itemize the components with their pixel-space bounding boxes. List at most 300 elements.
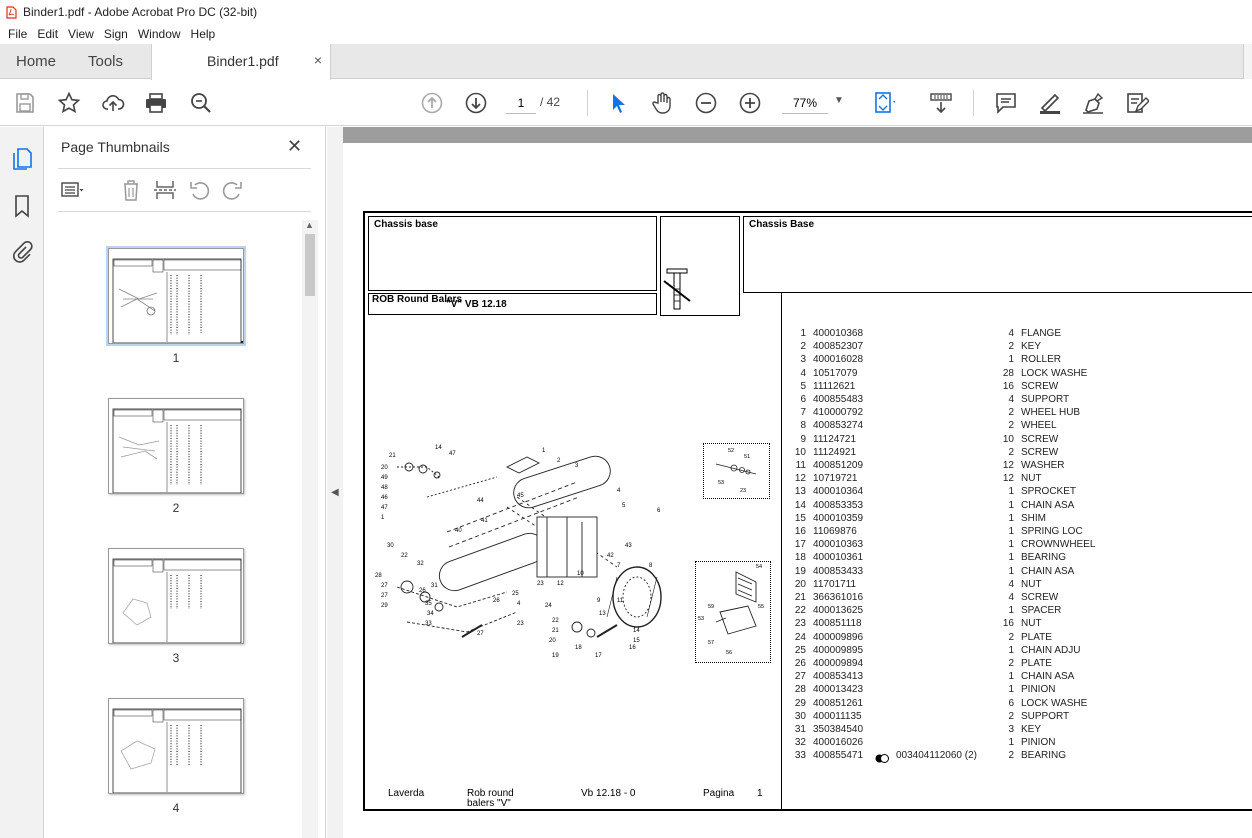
part-quantity: 2 bbox=[1008, 420, 1014, 432]
svg-text:52: 52 bbox=[728, 448, 735, 454]
detail-bolt-diagram bbox=[704, 444, 770, 499]
zoom-in-icon[interactable] bbox=[738, 91, 762, 115]
svg-text:18: 18 bbox=[575, 645, 582, 651]
svg-text:55: 55 bbox=[758, 604, 765, 610]
part-description: CHAIN ADJU bbox=[1021, 644, 1081, 656]
svg-text:22: 22 bbox=[552, 618, 559, 624]
svg-text:23: 23 bbox=[517, 621, 524, 627]
parts-table-row bbox=[792, 618, 1212, 631]
svg-text:23: 23 bbox=[537, 581, 544, 587]
tab-bar-edge bbox=[1243, 44, 1252, 79]
part-code: 400852307 bbox=[813, 341, 864, 353]
tab-bar bbox=[0, 44, 1252, 79]
part-description: SCREW bbox=[1021, 592, 1059, 603]
cloud-upload-icon[interactable] bbox=[101, 91, 125, 115]
part-position: 26 bbox=[794, 658, 806, 669]
svg-text:21: 21 bbox=[389, 453, 396, 459]
part-quantity: 1 bbox=[1008, 499, 1014, 511]
tab-document[interactable] bbox=[151, 44, 331, 80]
parts-table-row bbox=[792, 539, 1212, 552]
svg-text:19: 19 bbox=[552, 653, 559, 659]
star-icon[interactable] bbox=[57, 91, 81, 115]
thumbnail-preview bbox=[109, 549, 244, 644]
rotate-right-icon[interactable] bbox=[221, 178, 245, 202]
part-code: 11124921 bbox=[813, 446, 857, 458]
svg-text:26: 26 bbox=[419, 588, 426, 594]
part-quantity: 1 bbox=[1008, 539, 1014, 551]
part-description: CHAIN ASA bbox=[1021, 671, 1075, 683]
parts-table-row bbox=[792, 381, 1212, 394]
part-code: 11112621 bbox=[813, 380, 856, 392]
acrobat-logo-icon bbox=[6, 6, 17, 19]
svg-text:13: 13 bbox=[599, 611, 606, 617]
part-quantity: 3 bbox=[1008, 724, 1014, 735]
bearing-marker-icon bbox=[875, 754, 889, 763]
svg-text:43: 43 bbox=[625, 543, 632, 549]
menu-edit[interactable]: Edit bbox=[37, 27, 59, 41]
page-count: / 42 bbox=[540, 95, 561, 109]
part-quantity: 12 bbox=[1002, 473, 1014, 485]
detail-bracket-diagram bbox=[696, 562, 771, 662]
svg-text:12: 12 bbox=[557, 581, 564, 587]
svg-text:47: 47 bbox=[381, 505, 388, 511]
part-code: 400853274 bbox=[813, 420, 864, 432]
parts-table-row bbox=[792, 354, 1212, 367]
svg-text:34: 34 bbox=[427, 611, 434, 617]
svg-text:14: 14 bbox=[633, 628, 640, 634]
part-position: 32 bbox=[794, 737, 806, 749]
svg-text:20: 20 bbox=[549, 638, 556, 644]
svg-text:26: 26 bbox=[493, 598, 500, 604]
page-thumbnail[interactable] bbox=[108, 698, 244, 794]
part-description: CHAIN ASA bbox=[1021, 565, 1075, 577]
parts-table-row bbox=[792, 711, 1212, 724]
part-quantity: 1 bbox=[1008, 526, 1014, 537]
part-code: 11069876 bbox=[813, 526, 857, 537]
part-code: 400013625 bbox=[813, 605, 864, 617]
part-quantity: 16 bbox=[1002, 380, 1014, 392]
part-code: 400010368 bbox=[813, 328, 864, 339]
footer-page-label: Pagina bbox=[703, 788, 735, 799]
menu-sign[interactable]: Sign bbox=[103, 27, 128, 41]
parts-table-row bbox=[792, 460, 1212, 473]
svg-text:2: 2 bbox=[557, 458, 561, 464]
parts-table-row bbox=[792, 698, 1212, 711]
part-position: 30 bbox=[794, 710, 806, 722]
previous-page-icon[interactable] bbox=[420, 91, 444, 115]
part-position: 9 bbox=[800, 433, 806, 445]
svg-text:3: 3 bbox=[575, 463, 579, 469]
parts-table-row bbox=[792, 500, 1212, 513]
panel-divider bbox=[58, 168, 311, 169]
svg-text:45: 45 bbox=[517, 493, 524, 499]
svg-text:56: 56 bbox=[726, 650, 733, 656]
part-description: WASHER bbox=[1021, 460, 1065, 471]
part-position: 8 bbox=[800, 420, 806, 432]
part-description: KEY bbox=[1021, 724, 1042, 735]
page-thumbnails-icon[interactable] bbox=[11, 147, 33, 171]
svg-text:5: 5 bbox=[622, 503, 626, 509]
parts-table-row bbox=[792, 671, 1212, 684]
svg-text:22: 22 bbox=[401, 553, 408, 559]
parts-table-row bbox=[792, 513, 1212, 526]
hand-tool-icon[interactable] bbox=[650, 91, 674, 115]
part-code: 400009894 bbox=[813, 658, 864, 669]
part-description: SCREW bbox=[1021, 433, 1059, 445]
part-code: 400009895 bbox=[813, 644, 864, 656]
part-code: 350384540 bbox=[813, 724, 864, 735]
svg-text:15: 15 bbox=[633, 638, 640, 644]
part-code: 400853413 bbox=[813, 671, 864, 683]
part-position: 16 bbox=[794, 526, 806, 537]
part-position: 1 bbox=[800, 328, 806, 339]
thumbnail-label: 1 bbox=[172, 351, 180, 365]
column-divider bbox=[781, 293, 782, 811]
svg-text:6: 6 bbox=[657, 508, 661, 514]
bookmark-icon[interactable] bbox=[11, 194, 33, 218]
part-description: NUT bbox=[1021, 473, 1042, 485]
parts-table-row bbox=[792, 579, 1212, 592]
lubrication-symbol-icon bbox=[661, 267, 701, 315]
part-code: 400851261 bbox=[813, 697, 864, 709]
tab-close-button[interactable]: × bbox=[313, 52, 322, 68]
part-quantity: 1 bbox=[1008, 512, 1014, 524]
svg-text:54: 54 bbox=[756, 564, 763, 570]
footer-product-line2: balers "V" bbox=[467, 798, 511, 809]
part-code: 400010364 bbox=[813, 486, 864, 498]
part-quantity: 12 bbox=[1002, 460, 1014, 471]
tab-home[interactable]: Home bbox=[16, 53, 57, 70]
part-position: 33 bbox=[794, 750, 806, 762]
part-quantity: 16 bbox=[1002, 618, 1014, 630]
svg-text:40: 40 bbox=[455, 528, 462, 534]
panel-title: Page Thumbnails bbox=[61, 139, 170, 155]
part-alt-code: 003404112060 (2) bbox=[896, 750, 977, 762]
scroll-up-icon[interactable]: ▲ bbox=[305, 220, 314, 230]
parts-table-row bbox=[792, 434, 1212, 447]
menu-file[interactable]: File bbox=[8, 27, 28, 41]
svg-text:59: 59 bbox=[708, 604, 715, 610]
part-description: BEARING bbox=[1021, 750, 1067, 762]
parts-table-row bbox=[792, 447, 1212, 460]
part-position: 11 bbox=[795, 460, 806, 471]
part-position: 21 bbox=[794, 592, 806, 603]
zoom-dropdown-icon[interactable]: ▼ bbox=[834, 95, 844, 106]
part-quantity: 1 bbox=[1008, 605, 1014, 617]
parts-table-row bbox=[792, 394, 1212, 407]
svg-text:7: 7 bbox=[617, 563, 621, 569]
svg-text:51: 51 bbox=[744, 454, 751, 460]
next-page-icon[interactable] bbox=[464, 91, 488, 115]
parts-table-row bbox=[792, 592, 1212, 605]
part-position: 7 bbox=[800, 407, 806, 419]
part-position: 24 bbox=[794, 631, 806, 643]
part-position: 22 bbox=[794, 605, 806, 617]
part-quantity: 1 bbox=[1008, 684, 1014, 696]
svg-text:1: 1 bbox=[542, 448, 546, 454]
part-quantity: 10 bbox=[1002, 433, 1014, 445]
part-code: 400851118 bbox=[813, 618, 862, 630]
part-position: 5 bbox=[800, 380, 806, 392]
part-code: 10719721 bbox=[813, 473, 858, 485]
save-icon[interactable] bbox=[13, 91, 37, 115]
svg-text:27: 27 bbox=[477, 631, 484, 637]
part-description: ROLLER bbox=[1021, 354, 1062, 366]
page-thumbnail[interactable] bbox=[108, 398, 244, 494]
part-code: 400855471 bbox=[813, 750, 864, 762]
part-description: SPRING LOC bbox=[1021, 526, 1083, 537]
svg-text:31: 31 bbox=[431, 583, 438, 589]
menu-bar bbox=[0, 24, 1252, 44]
thumbnail-preview bbox=[109, 399, 244, 494]
attachment-icon[interactable] bbox=[11, 240, 33, 264]
parts-table-row bbox=[792, 328, 1212, 341]
parts-table-row bbox=[792, 407, 1212, 420]
part-quantity: 2 bbox=[1008, 658, 1014, 669]
thumbnails-scrollbar[interactable] bbox=[302, 220, 318, 838]
svg-text:28: 28 bbox=[375, 573, 382, 579]
svg-text:24: 24 bbox=[545, 603, 552, 609]
scroll-mode-icon[interactable] bbox=[929, 91, 953, 115]
part-code: 400855483 bbox=[813, 394, 864, 405]
part-code: 400853353 bbox=[813, 499, 864, 511]
parts-table-row bbox=[792, 552, 1212, 565]
toolbar-separator bbox=[973, 90, 974, 116]
part-position: 6 bbox=[800, 394, 806, 405]
part-position: 10 bbox=[794, 446, 806, 458]
part-code: 366361016 bbox=[813, 592, 864, 603]
navigation-rail bbox=[0, 127, 44, 838]
part-code: 400010363 bbox=[813, 539, 864, 551]
part-code: 410000792 bbox=[813, 407, 864, 419]
part-quantity: 1 bbox=[1008, 552, 1014, 564]
part-quantity: 4 bbox=[1008, 578, 1014, 590]
part-code: 400853433 bbox=[813, 565, 864, 577]
part-code: 11701711 bbox=[813, 578, 857, 590]
part-description: CHAIN ASA bbox=[1021, 499, 1075, 511]
part-description: SPACER bbox=[1021, 605, 1062, 617]
svg-text:4: 4 bbox=[517, 601, 521, 607]
zoom-out-icon[interactable] bbox=[694, 91, 718, 115]
parts-table-row bbox=[792, 341, 1212, 354]
rotate-left-icon[interactable] bbox=[187, 178, 211, 202]
part-code: 400011135 bbox=[813, 710, 862, 722]
svg-text:33: 33 bbox=[425, 621, 432, 627]
fit-page-icon[interactable] bbox=[873, 91, 897, 115]
part-quantity: 1 bbox=[1008, 486, 1014, 498]
select-cursor-icon[interactable] bbox=[606, 91, 630, 115]
svg-text:32: 32 bbox=[417, 561, 424, 567]
delete-page-icon[interactable] bbox=[119, 178, 143, 202]
part-quantity: 1 bbox=[1008, 354, 1014, 366]
parts-table-row bbox=[792, 632, 1212, 645]
part-description: KEY bbox=[1021, 341, 1042, 353]
svg-text:47: 47 bbox=[449, 451, 456, 457]
part-position: 17 bbox=[794, 539, 806, 551]
svg-text:23: 23 bbox=[740, 488, 747, 494]
part-description: PLATE bbox=[1021, 658, 1052, 669]
part-description: FLANGE bbox=[1021, 328, 1062, 339]
part-description: SUPPORT bbox=[1021, 394, 1070, 405]
svg-text:16: 16 bbox=[629, 645, 636, 651]
print-icon[interactable] bbox=[144, 91, 168, 115]
part-position: 29 bbox=[794, 697, 806, 709]
svg-text:53: 53 bbox=[718, 480, 725, 486]
svg-text:46: 46 bbox=[381, 495, 388, 501]
part-code: 400009896 bbox=[813, 631, 864, 643]
document-viewer[interactable] bbox=[343, 127, 1252, 838]
svg-text:21: 21 bbox=[552, 628, 559, 634]
part-description: LOCK WASHE bbox=[1021, 367, 1088, 379]
part-position: 14 bbox=[794, 499, 806, 511]
footer-brand: Laverda bbox=[388, 788, 425, 799]
part-quantity: 1 bbox=[1008, 671, 1014, 683]
part-description: SCREW bbox=[1021, 380, 1059, 392]
part-quantity: 2 bbox=[1008, 407, 1014, 419]
part-description: WHEEL bbox=[1021, 420, 1057, 432]
svg-text:11: 11 bbox=[617, 598, 624, 604]
thumbnail-label: 2 bbox=[172, 501, 180, 515]
part-position: 4 bbox=[800, 367, 806, 379]
part-position: 3 bbox=[800, 354, 806, 366]
panel-divider bbox=[58, 211, 311, 212]
thumbnail-preview bbox=[109, 249, 244, 344]
part-quantity: 2 bbox=[1008, 446, 1014, 458]
part-code: 400013423 bbox=[813, 684, 864, 696]
parts-table-row bbox=[792, 750, 1212, 763]
part-position: 19 bbox=[794, 565, 806, 577]
part-code: 400016026 bbox=[813, 737, 864, 749]
part-description: LOCK WASHE bbox=[1021, 697, 1088, 709]
menu-window[interactable]: Window bbox=[137, 27, 181, 41]
parts-table-row bbox=[792, 526, 1212, 539]
window-title: Binder1.pdf - Adobe Acrobat Pro DC (32-bit) bbox=[23, 5, 258, 19]
svg-text:27: 27 bbox=[381, 583, 388, 589]
part-description: PINION bbox=[1021, 684, 1056, 696]
part-quantity: 4 bbox=[1008, 592, 1014, 603]
part-position: 31 bbox=[794, 724, 806, 735]
part-description: SHIM bbox=[1021, 512, 1046, 524]
zoom-level-input[interactable] bbox=[782, 92, 828, 114]
svg-text:25: 25 bbox=[512, 591, 519, 597]
svg-text:17: 17 bbox=[595, 653, 602, 659]
header-left-subtitle: ROB Round Balers bbox=[372, 294, 463, 305]
part-quantity: 1 bbox=[1008, 737, 1014, 749]
tab-tools[interactable]: Tools bbox=[88, 53, 124, 70]
part-position: 15 bbox=[794, 512, 806, 524]
page-number-input[interactable] bbox=[506, 92, 536, 114]
parts-table-row bbox=[792, 658, 1212, 671]
part-position: 23 bbox=[794, 618, 806, 630]
parts-table-row bbox=[792, 566, 1212, 579]
part-code: 400016028 bbox=[813, 354, 864, 366]
page-thumbnail[interactable] bbox=[108, 248, 244, 344]
tab-document-label: Binder1.pdf bbox=[207, 53, 279, 69]
panel-close-button[interactable]: ✕ bbox=[287, 136, 303, 156]
extract-pages-icon[interactable] bbox=[153, 178, 177, 202]
part-position: 20 bbox=[794, 578, 806, 590]
footer-page-number: 1 bbox=[757, 788, 763, 799]
thumbnail-label: 4 bbox=[172, 801, 180, 815]
part-description: PLATE bbox=[1021, 631, 1052, 643]
part-description: NUT bbox=[1021, 578, 1042, 590]
part-description: SCREW bbox=[1021, 446, 1059, 458]
comment-icon[interactable] bbox=[994, 91, 1018, 115]
thumbnail-label: 3 bbox=[172, 651, 180, 665]
header-left-model: "V" VB 12.18 bbox=[446, 299, 507, 310]
part-description: WHEEL HUB bbox=[1021, 407, 1081, 419]
svg-text:48: 48 bbox=[381, 485, 388, 491]
parts-table-row bbox=[792, 737, 1212, 750]
page-thumbnail[interactable] bbox=[108, 548, 244, 644]
title-bar bbox=[0, 0, 1252, 24]
part-position: 28 bbox=[794, 684, 806, 696]
part-description: PINION bbox=[1021, 737, 1056, 749]
part-code: 11124721 bbox=[813, 433, 857, 445]
part-position: 25 bbox=[794, 644, 806, 656]
part-quantity: 2 bbox=[1008, 341, 1014, 353]
panel-collapse-handle[interactable] bbox=[327, 127, 343, 838]
svg-text:30: 30 bbox=[387, 543, 394, 549]
sign-pen-icon[interactable] bbox=[1081, 91, 1105, 115]
part-quantity: 1 bbox=[1008, 644, 1014, 656]
parts-table-row bbox=[792, 684, 1212, 697]
parts-table-row bbox=[792, 420, 1212, 433]
part-position: 27 bbox=[794, 671, 806, 683]
footer-model-rev: Vb 12.18 - 0 bbox=[581, 788, 636, 799]
svg-text:27: 27 bbox=[381, 593, 388, 599]
parts-table-row bbox=[792, 605, 1212, 618]
header-box-right bbox=[743, 216, 1252, 293]
svg-text:53: 53 bbox=[698, 616, 705, 622]
header-left-title: Chassis base bbox=[374, 219, 438, 230]
part-position: 12 bbox=[794, 473, 806, 485]
thumbnail-preview bbox=[109, 699, 244, 794]
part-quantity: 6 bbox=[1008, 697, 1014, 709]
part-quantity: 28 bbox=[1002, 367, 1014, 379]
part-quantity: 2 bbox=[1008, 750, 1014, 762]
part-description: NUT bbox=[1021, 618, 1042, 630]
fill-sign-icon[interactable] bbox=[1125, 91, 1149, 115]
collapse-arrow-icon[interactable]: ◀ bbox=[331, 487, 339, 498]
part-quantity: 4 bbox=[1008, 328, 1014, 339]
main-toolbar bbox=[0, 80, 1252, 126]
part-quantity: 1 bbox=[1008, 565, 1014, 577]
menu-view[interactable]: View bbox=[68, 27, 94, 41]
svg-text:57: 57 bbox=[708, 640, 715, 646]
parts-table-row bbox=[792, 486, 1212, 499]
zoom-search-icon[interactable] bbox=[189, 91, 213, 115]
part-quantity: 2 bbox=[1008, 710, 1014, 722]
part-code: 10517079 bbox=[813, 367, 858, 379]
part-quantity: 4 bbox=[1008, 394, 1014, 405]
part-code: 400851209 bbox=[813, 460, 864, 471]
part-position: 18 bbox=[794, 552, 806, 564]
svg-text:9: 9 bbox=[597, 598, 601, 604]
thumbnail-options-icon[interactable] bbox=[60, 178, 84, 202]
part-position: 2 bbox=[800, 341, 806, 353]
svg-text:1: 1 bbox=[381, 515, 385, 521]
svg-text:8: 8 bbox=[649, 563, 653, 569]
svg-text:41: 41 bbox=[481, 518, 488, 524]
highlight-pen-icon[interactable] bbox=[1038, 91, 1062, 115]
svg-text:4: 4 bbox=[617, 488, 621, 494]
parts-table-row bbox=[792, 473, 1212, 486]
part-description: SUPPORT bbox=[1021, 710, 1070, 722]
thumbnails-panel bbox=[44, 127, 326, 838]
scrollbar-thumb[interactable] bbox=[305, 234, 315, 296]
menu-help[interactable]: Help bbox=[190, 27, 216, 41]
